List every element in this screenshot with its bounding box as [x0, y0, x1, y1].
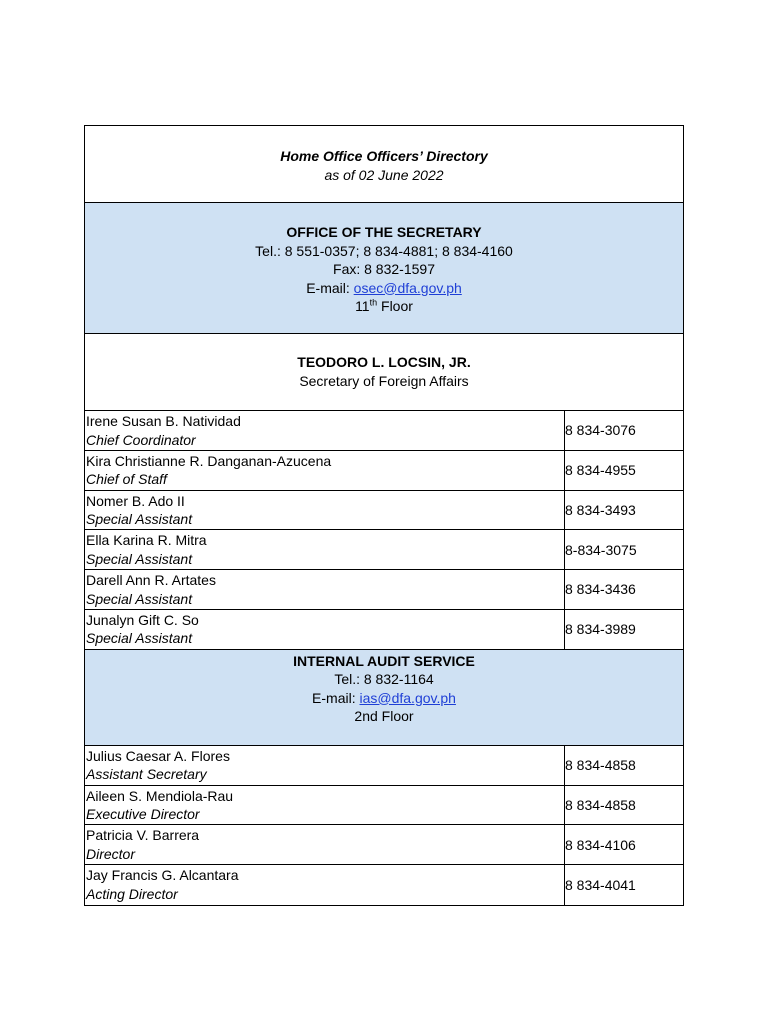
staff-row: [85, 610, 683, 650]
staff-name: Aileen S. Mendiola-Rau: [86, 787, 234, 804]
staff-telephone: 8 834-4858: [565, 756, 636, 773]
staff-row: [85, 491, 683, 531]
office-email-line: [85, 279, 683, 298]
staff-row: [85, 746, 683, 786]
floor-word: Floor: [377, 298, 413, 314]
email-label: E-mail:: [312, 689, 360, 706]
staff-name: Junalyn Gift C. So: [86, 611, 199, 628]
floor-number: 11: [355, 298, 370, 314]
office-floor: 2nd Floor: [354, 708, 414, 725]
internal-audit-service-block: [85, 650, 683, 746]
staff-position: Special Assistant: [86, 511, 193, 528]
staff-telephone: 8-834-3075: [565, 541, 637, 558]
office-telephone: Tel.: 8 551-0357; 8 834-4881; 8 834-4160: [255, 242, 513, 259]
staff-telephone: 8 834-4858: [565, 796, 636, 813]
staff-position: Special Assistant: [86, 590, 193, 607]
staff-telephone: 8 834-3493: [565, 501, 636, 518]
office-name: INTERNAL AUDIT SERVICE: [293, 652, 475, 669]
staff-telephone: 8 834-3436: [565, 581, 636, 598]
staff-position: Special Assistant: [86, 550, 193, 567]
staff-name: Jay Francis G. Alcantara: [86, 867, 239, 884]
office-name: OFFICE OF THE SECRETARY: [286, 224, 482, 240]
office-fax: Fax: 8 832-1597: [333, 261, 435, 277]
office-email-line: [85, 689, 683, 708]
staff-position: Acting Director: [86, 885, 178, 902]
document-title: Home Office Officers’ Directory: [280, 148, 488, 164]
staff-position: Chief of Staff: [86, 471, 167, 488]
staff-row: [85, 786, 683, 826]
staff-row: [85, 570, 683, 610]
staff-row: [85, 411, 683, 451]
office-telephone: Tel.: 8 832-1164: [334, 671, 434, 688]
staff-name: Ella Karina R. Mitra: [86, 532, 207, 549]
staff-telephone: 8 834-4955: [565, 461, 636, 478]
secretary-block: [85, 334, 683, 411]
as-of-date: as of 02 June 2022: [324, 166, 444, 183]
staff-name: Nomer B. Ado II: [86, 492, 185, 509]
staff-name: Julius Caesar A. Flores: [86, 747, 230, 764]
secretary-name: TEODORO L. LOCSIN, JR.: [297, 354, 471, 370]
staff-telephone: 8 834-3989: [565, 621, 636, 638]
staff-name: Irene Susan B. Natividad: [86, 413, 241, 429]
email-label: E-mail:: [306, 279, 354, 296]
staff-position: Director: [86, 845, 136, 862]
staff-position: Assistant Secretary: [86, 766, 207, 783]
staff-position: Special Assistant: [86, 630, 193, 647]
staff-telephone: 8 834-4106: [565, 836, 636, 853]
floor-suffix: th: [369, 297, 378, 308]
office-floor: [85, 297, 683, 316]
directory-header: [85, 126, 683, 203]
staff-position: Chief Coordinator: [86, 431, 196, 448]
staff-name: Patricia V. Barrera: [86, 827, 200, 844]
staff-name: Darell Ann R. Artates: [86, 572, 216, 589]
office-email-link[interactable]: osec@dfa.gov.ph: [353, 279, 462, 296]
directory-table: [84, 125, 684, 906]
office-of-the-secretary-block: [85, 203, 683, 334]
staff-row: [85, 451, 683, 491]
staff-telephone: 8 834-4041: [565, 876, 636, 893]
secretary-title: Secretary of Foreign Affairs: [299, 372, 469, 389]
staff-row: [85, 530, 683, 570]
staff-telephone: 8 834-3076: [565, 422, 636, 439]
staff-name: Kira Christianne R. Danganan-Azucena: [86, 452, 332, 469]
staff-row: [85, 825, 683, 865]
staff-position: Executive Director: [86, 806, 200, 823]
office-email-link[interactable]: ias@dfa.gov.ph: [359, 689, 456, 706]
staff-row: [85, 865, 683, 905]
